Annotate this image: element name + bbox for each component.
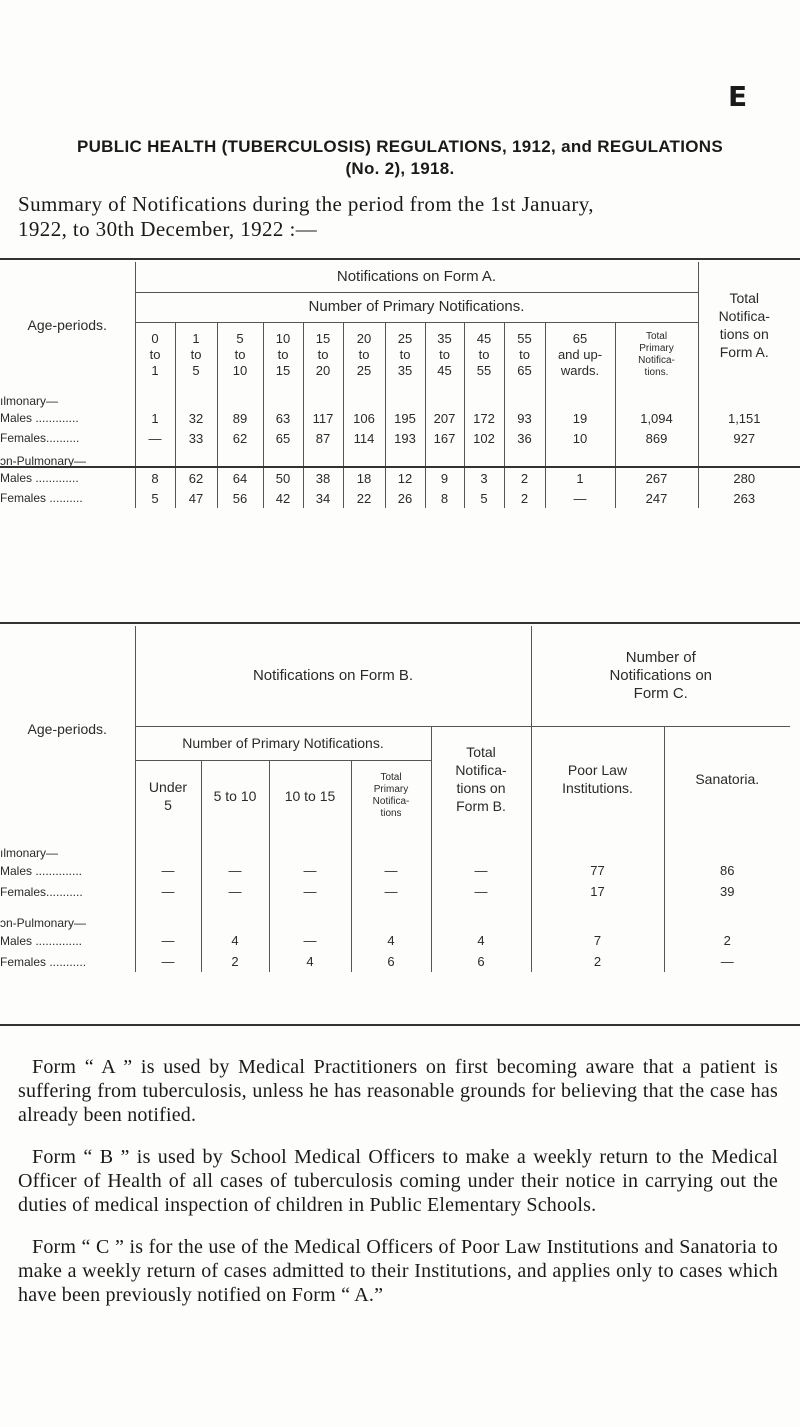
empty-cell (175, 388, 217, 408)
age-column-line: to (149, 347, 161, 363)
table-cell: 5 (135, 488, 175, 508)
document-heading (20, 136, 780, 180)
empty-cell (431, 902, 531, 930)
table-cell: 93 (504, 408, 545, 428)
empty-cell (504, 388, 545, 408)
empty-cell (135, 388, 175, 408)
empty-cell (615, 388, 698, 408)
age-column-line: 25 (397, 331, 413, 347)
total-primary-header (615, 322, 698, 388)
empty-cell (531, 832, 664, 860)
table-cell: 869 (615, 428, 698, 448)
empty-cell (263, 388, 303, 408)
age-column-line: to (190, 347, 202, 363)
age-column-header (425, 322, 464, 388)
row-label: Males ............. (0, 471, 79, 485)
empty-cell (135, 902, 201, 930)
5to10-header: 5 to 10 (201, 760, 269, 832)
table-cell: 172 (464, 408, 504, 428)
table-cell: — (269, 881, 351, 902)
table-cell: 1,151 (698, 408, 790, 428)
age-column-line: to (234, 347, 246, 363)
age-column-line: 35 (397, 363, 413, 379)
group-label: ɔn-Pulmonary— (0, 454, 87, 468)
empty-cell (664, 902, 790, 930)
age-column-header (175, 322, 217, 388)
table-cell: 7 (531, 930, 664, 951)
empty-cell (175, 448, 217, 468)
empty-cell (269, 832, 351, 860)
empty-cell (201, 832, 269, 860)
empty-cell (351, 902, 431, 930)
table-cell: 34 (303, 488, 343, 508)
table-cell: 18 (343, 468, 385, 488)
table-cell: 102 (464, 428, 504, 448)
table-cell: 89 (217, 408, 263, 428)
age-column-line: to (358, 347, 370, 363)
empty-cell (464, 388, 504, 408)
row-label: Males .............. (0, 933, 83, 948)
age-column-line: 45 (437, 363, 452, 379)
age-column-line: 20 (315, 363, 331, 379)
table-cell: 167 (425, 428, 464, 448)
total-form-line: Total (729, 290, 760, 306)
table-cell: 2 (504, 468, 545, 488)
empty-cell (698, 388, 790, 408)
empty-cell (303, 448, 343, 468)
empty-cell (545, 388, 615, 408)
group-row (0, 448, 790, 468)
poor-law-line: Institutions. (562, 780, 633, 797)
under5-header (135, 760, 201, 832)
age-column-header (504, 322, 545, 388)
form-c-header (531, 626, 790, 726)
table-a-bottom-rule (0, 466, 800, 468)
empty-cell (385, 388, 425, 408)
table-cell: 8 (425, 488, 464, 508)
table-cell: 247 (615, 488, 698, 508)
total-form-line: tions on (719, 326, 769, 342)
table-cell: 106 (343, 408, 385, 428)
total-primary-line: Notifica- (372, 796, 410, 808)
table-cell: 47 (175, 488, 217, 508)
table-cell: 193 (385, 428, 425, 448)
empty-cell (135, 832, 201, 860)
total-primary-line: tions. (644, 367, 669, 379)
age-column-line: 5 (192, 363, 200, 379)
table-cell: 4 (431, 930, 531, 951)
age-column-header (385, 322, 425, 388)
total-primary-line: Primary (639, 343, 674, 355)
table-a-row-header: Age-periods. (27, 317, 107, 333)
table-cell: 4 (201, 930, 269, 951)
age-column-line: 15 (275, 363, 291, 379)
table-cell: — (135, 881, 201, 902)
row-label: Males .............. (0, 863, 83, 878)
total-primary-line: Total (380, 772, 402, 784)
table-cell: 4 (351, 930, 431, 951)
table-cell: 114 (343, 428, 385, 448)
table-cell: — (201, 881, 269, 902)
table-a-group-header: Notifications on Form A. (135, 262, 698, 292)
table-row (0, 468, 790, 488)
table-cell: 42 (263, 488, 303, 508)
total-form-line: Form B. (456, 798, 506, 815)
group-row (0, 832, 790, 860)
age-column-line: to (277, 347, 289, 363)
age-column-header (343, 322, 385, 388)
table-cell: 195 (385, 408, 425, 428)
table-cell: — (545, 488, 615, 508)
age-column-header (217, 322, 263, 388)
table-a-col-total-form (698, 262, 790, 388)
table-cell: 62 (217, 428, 263, 448)
table-cell: 267 (615, 468, 698, 488)
total-primary-line: tions (380, 808, 402, 820)
table-cell: — (201, 860, 269, 881)
form-c-header-line: Form C. (633, 684, 688, 702)
table-a-sub-header: Number of Primary Notifications. (135, 292, 698, 322)
age-column-line: 10 (232, 363, 248, 379)
empty-cell (615, 448, 698, 468)
table-row (0, 930, 790, 951)
total-primary-line: Primary (373, 784, 409, 796)
under5-line: Under (148, 779, 188, 796)
table-cell: 50 (263, 468, 303, 488)
total-form-line: Notifica- (718, 308, 770, 324)
table-b-col-total-form (431, 726, 531, 832)
table-cell: 1 (545, 468, 615, 488)
table-cell: 63 (263, 408, 303, 428)
page-letter: E (728, 80, 748, 113)
empty-cell (698, 448, 790, 468)
table-cell: 65 (263, 428, 303, 448)
age-column-line: to (399, 347, 411, 363)
total-form-line: tions on (456, 780, 506, 797)
table-cell: — (351, 860, 431, 881)
table-cell: 117 (303, 408, 343, 428)
table-cell: 62 (175, 468, 217, 488)
table-cell: 64 (217, 468, 263, 488)
table-cell: — (135, 428, 175, 448)
table-a-top-rule (0, 258, 800, 260)
table-cell: 1 (135, 408, 175, 428)
summary-line-2: 1922, to 30th December, 1922 :— (18, 217, 318, 241)
table-cell: 2 (504, 488, 545, 508)
group-row (0, 902, 790, 930)
empty-cell (217, 388, 263, 408)
age-column-line: 0 (151, 331, 159, 347)
empty-cell (545, 448, 615, 468)
table-cell: 36 (504, 428, 545, 448)
table-row (0, 881, 790, 902)
table-cell: 9 (425, 468, 464, 488)
table-cell: 32 (175, 408, 217, 428)
empty-cell (425, 448, 464, 468)
table-cell: 33 (175, 428, 217, 448)
age-65-line: and up- (557, 347, 603, 363)
table-cell: 927 (698, 428, 790, 448)
table-cell: 280 (698, 468, 790, 488)
total-primary-line: Notifica- (638, 355, 675, 367)
table-row (0, 860, 790, 881)
sanatoria-header: Sanatoria. (664, 726, 790, 832)
age-column-line: to (519, 347, 530, 363)
table-cell: 5 (464, 488, 504, 508)
row-label: Females .......... (0, 491, 83, 505)
under5-line: 5 (164, 797, 172, 814)
form-c-note: Form “ C ” is for the use of the Medical Officers of Poor Law Institutions and Sanatoria to make a weekly return of cases admitted to their Institutions, and applies only to cases which have been previously notified on Form “ A.” (18, 1236, 778, 1306)
empty-cell (217, 448, 263, 468)
table-cell: — (431, 860, 531, 881)
empty-cell (351, 832, 431, 860)
empty-cell (343, 448, 385, 468)
empty-cell (425, 388, 464, 408)
table-cell: — (351, 881, 431, 902)
table-cell: 26 (385, 488, 425, 508)
table-cell: 38 (303, 468, 343, 488)
empty-cell (431, 832, 531, 860)
poor-law-line: Poor Law (567, 762, 628, 779)
table-cell: 19 (545, 408, 615, 428)
table-cell: 8 (135, 468, 175, 488)
form-b-note: Form “ B ” is used by School Medical Officers to make a weekly return to the Medical Officer of Health of all cases of tuberculosis coming under their notice in carrying out the duties of medical inspection of children in Public Elementary Schools. (18, 1146, 778, 1216)
table-cell: — (135, 930, 201, 951)
age-column-line: to (317, 347, 329, 363)
table-cell: 22 (343, 488, 385, 508)
heading-line-1: PUBLIC HEALTH (TUBERCULOSIS) REGULATIONS, 1912, and REGULATIONS (76, 137, 724, 156)
empty-cell (269, 902, 351, 930)
heading-line-2: (No. 2), 1918. (345, 159, 455, 178)
table-cell: 4 (269, 951, 351, 972)
age-column-line: to (439, 347, 450, 363)
form-b-table (0, 626, 790, 972)
table-cell: 86 (664, 860, 790, 881)
table-cell: 17 (531, 881, 664, 902)
age-column-header (303, 322, 343, 388)
age-column-line: 1 (192, 331, 200, 347)
table-cell: 56 (217, 488, 263, 508)
row-label: Females.......... (0, 431, 80, 445)
table-cell: — (135, 860, 201, 881)
age-column-line: 20 (356, 331, 372, 347)
group-label: ɔn-Pulmonary— (0, 916, 87, 930)
table-b-row-header: Age-periods. (27, 721, 107, 737)
table-cell: 77 (531, 860, 664, 881)
total-form-line: Notifica- (455, 762, 507, 779)
age-column-line: 45 (476, 331, 492, 347)
age-column-line: 25 (356, 363, 372, 379)
empty-cell (464, 448, 504, 468)
age-column-line: 35 (437, 331, 452, 347)
total-form-line: Total (466, 744, 496, 761)
table-row (0, 408, 790, 428)
total-primary-line: Total (645, 331, 668, 343)
empty-cell (531, 902, 664, 930)
table-cell: — (135, 951, 201, 972)
age-column-line: 10 (275, 331, 291, 347)
row-label: Females........... (0, 884, 83, 899)
table-b-bottom-rule (0, 1024, 800, 1026)
table-cell: 263 (698, 488, 790, 508)
form-a-note: Form “ A ” is used by Medical Practitioners on first becoming aware that a patient is suffering from tuberculosis, unless he has reasonable grounds for believing that the case has already been notified. (18, 1056, 778, 1126)
total-form-line: Form A. (719, 344, 769, 360)
table-row (0, 951, 790, 972)
table-b-top-rule (0, 622, 800, 624)
age-column-line: 55 (476, 363, 492, 379)
age-column-line: 55 (517, 331, 532, 347)
summary-text (18, 192, 778, 242)
empty-cell (385, 448, 425, 468)
table-cell: — (431, 881, 531, 902)
row-label: Females ........... (0, 954, 87, 969)
form-c-header-line: Number of (625, 648, 696, 666)
table-row (0, 428, 790, 448)
summary-line-1: Summary of Notifications during the period from the 1st January, (18, 192, 594, 216)
empty-cell (201, 902, 269, 930)
explanatory-notes (18, 1055, 778, 1325)
table-b-sub-header: Number of Primary Notifications. (135, 726, 431, 760)
table-cell: 12 (385, 468, 425, 488)
table-cell: 87 (303, 428, 343, 448)
table-cell: 3 (464, 468, 504, 488)
table-cell: 6 (431, 951, 531, 972)
table-cell: — (269, 930, 351, 951)
age-65-line: 65 (572, 331, 588, 347)
group-label: ılmonary— (0, 846, 59, 860)
table-cell: 2 (201, 951, 269, 972)
table-b-group-header: Notifications on Form B. (135, 626, 531, 726)
age-65-header (545, 322, 615, 388)
age-column-header (263, 322, 303, 388)
table-row (0, 488, 790, 508)
table-cell: 207 (425, 408, 464, 428)
table-cell: — (269, 860, 351, 881)
table-cell: 6 (351, 951, 431, 972)
table-cell: 39 (664, 881, 790, 902)
table-cell: 10 (545, 428, 615, 448)
age-column-line: 5 (236, 331, 244, 347)
group-row (0, 388, 790, 408)
table-cell: 2 (531, 951, 664, 972)
table-b-total-primary-header (351, 760, 431, 832)
empty-cell (664, 832, 790, 860)
10to15-header: 10 to 15 (269, 760, 351, 832)
poor-law-header (531, 726, 664, 832)
age-column-header (464, 322, 504, 388)
empty-cell (263, 448, 303, 468)
table-cell: 1,094 (615, 408, 698, 428)
age-column-line: 65 (517, 363, 532, 379)
age-65-line: wards. (560, 363, 600, 379)
table-cell: 2 (664, 930, 790, 951)
empty-cell (343, 388, 385, 408)
group-label: ılmonary— (0, 394, 59, 408)
form-a-table (0, 262, 790, 508)
form-c-header-line: Notifications on (609, 666, 713, 684)
empty-cell (135, 448, 175, 468)
age-column-line: to (478, 347, 490, 363)
empty-cell (504, 448, 545, 468)
age-column-header (135, 322, 175, 388)
age-column-line: 1 (151, 363, 159, 379)
empty-cell (303, 388, 343, 408)
table-cell: — (664, 951, 790, 972)
age-column-line: 15 (315, 331, 331, 347)
row-label: Males ............. (0, 411, 79, 425)
